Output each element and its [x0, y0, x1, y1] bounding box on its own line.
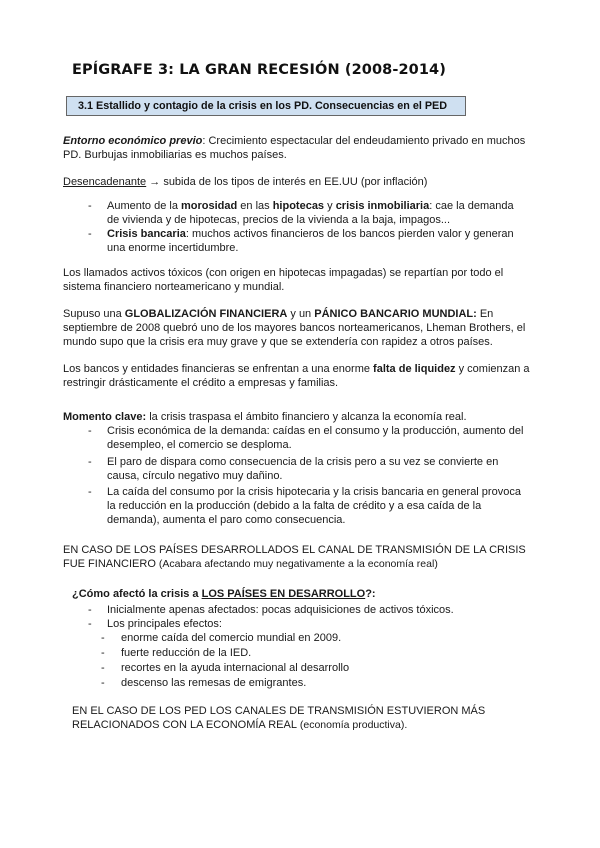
desencadenante-label: Desencadenante — [63, 176, 147, 188]
bancos-paragraph — [63, 362, 533, 390]
list-marker: - — [88, 425, 92, 437]
momento-label: Momento clave: — [63, 411, 147, 423]
text-run: Los bancos y entidades financieras se enfrentan a una enorme — [63, 363, 374, 375]
list-marker: - — [101, 662, 105, 674]
list-item-paro: El paro de dispara como consecuencia de la crisis pero a su vez se convierte en causa, círculo negativo muy dañino. — [107, 456, 499, 482]
subitem-remesas: descenso las remesas de emigrantes. — [121, 677, 307, 689]
caso-ped-rest: (economía productiva). — [296, 719, 408, 731]
question-underlined: LOS PAÍSES EN DESARROLLO — [201, 588, 366, 600]
list-marker: - — [88, 486, 92, 498]
bold-run: morosidad — [181, 200, 238, 212]
list-marker: - — [88, 228, 92, 240]
list-causes — [0, 199, 600, 259]
caso-ped-caps: EN EL CASO DE LOS PED LOS CANALES DE TRANSMISIÓN ESTUVIERON MÁS RELACIONADOS CON LA ECONOMÍA REAL — [72, 705, 486, 731]
list-item-principales: Los principales efectos: — [107, 618, 222, 630]
caso-ped-paragraph — [72, 704, 512, 732]
list-item-consumo: La caída del consumo por la crisis hipotecaria y la crisis bancaria en general provoca la reducción en la producción (debido a la falta de crédito y a esa caída de la demanda), aumenta el paro como consecuencia. — [107, 486, 521, 526]
text-run: y un — [287, 308, 315, 320]
globalizacion-paragraph — [63, 307, 533, 349]
bold-run: GLOBALIZACIÓN FINANCIERA — [124, 308, 288, 320]
text-run: Supuso una — [63, 308, 125, 320]
text-run: en las — [237, 200, 273, 212]
text-run: : muchos activos financieros de los bancos pierden valor y generan una enorme incertidumbre. — [107, 228, 514, 254]
bold-run: falta de liquidez — [373, 363, 456, 375]
list-consequences — [0, 424, 600, 534]
list-marker: - — [88, 200, 92, 212]
question-end: ?: — [365, 588, 376, 600]
section-heading: 3.1 Estallido y contagio de la crisis en los PD. Consecuencias en el PED — [66, 96, 466, 116]
caso-pd-paragraph — [63, 543, 541, 571]
list-marker: - — [88, 618, 92, 630]
page-title: EPÍGRAFE 3: LA GRAN RECESIÓN (2008-2014) — [72, 62, 446, 78]
list-marker: - — [101, 632, 105, 644]
list-item-crisis-bancaria — [107, 227, 527, 255]
text-run: En septiembre de 2008 quebró uno de los mayores bancos norteamericanos, Lheman Brothers, el mundo supo que la crisis era muy grave y que se extendería con rapidez a otros países. — [63, 308, 526, 348]
list-item-morosidad — [107, 199, 527, 227]
list-marker: - — [88, 456, 92, 468]
subitem-ied: fuerte reducción de la IED. — [121, 647, 252, 659]
entorno-text: : Crecimiento espectacular del endeudamiento privado en muchos PD. Burbujas inmobiliarias es muchos países. — [63, 135, 526, 161]
toxicos-paragraph: Los llamados activos tóxicos (con origen en hipotecas impagadas) se repartían por todo el sistema financiero norteamericano y mundial. — [63, 267, 504, 293]
caso-pd-caps: EN CASO DE LOS PAÍSES DESARROLLADOS EL CANAL DE TRANSMISIÓN DE LA CRISIS FUE FINANCIERO — [63, 544, 526, 570]
list-item-inicialmente: Inicialmente apenas afectados: pocas adquisiciones de activos tóxicos. — [107, 604, 454, 616]
subitem-ayuda: recortes en la ayuda internacional al desarrollo — [121, 662, 350, 674]
text-run: Aumento de la — [107, 200, 181, 212]
momento-clave-paragraph — [63, 410, 533, 424]
list-ped-effects — [0, 603, 600, 633]
subitem-comercio: enorme caída del comercio mundial en 2009. — [121, 632, 342, 644]
text-run: y — [324, 200, 336, 212]
list-item-demanda: Crisis económica de la demanda: caídas en el consumo y la producción, aumento del desempleo, el comercio se desploma. — [107, 425, 524, 451]
bold-run: hipotecas — [272, 200, 325, 212]
arrow-icon: → — [146, 176, 164, 188]
ped-question — [72, 587, 376, 601]
list-marker: - — [101, 647, 105, 659]
bold-run: crisis inmobiliaria — [335, 200, 430, 212]
caso-pd-rest: (Acabara afectando muy negativamente a la economía real) — [155, 558, 438, 570]
bold-run: PÁNICO BANCARIO MUNDIAL: — [314, 308, 477, 320]
text-run: y comienzan a restringir drásticamente el crédito a empresas y familias. — [63, 363, 530, 389]
desencadenante-paragraph — [63, 175, 533, 189]
entorno-paragraph — [63, 134, 533, 162]
entorno-label: Entorno económico previo — [63, 135, 203, 147]
text-run: : cae la demanda de vivienda y de hipotecas, precios de la vivienda a la baja, impagos... — [107, 200, 514, 226]
list-marker: - — [101, 677, 105, 689]
bold-run: Crisis bancaria — [107, 228, 186, 240]
momento-text: la crisis traspasa el ámbito financiero y alcanza la economía real. — [146, 411, 467, 423]
question-text: ¿Cómo afectó la crisis a — [72, 588, 202, 600]
list-marker: - — [88, 604, 92, 616]
list-ped-subeffects — [0, 631, 600, 691]
desencadenante-text: subida de los tipos de interés en EE.UU (por inflación) — [163, 176, 428, 188]
